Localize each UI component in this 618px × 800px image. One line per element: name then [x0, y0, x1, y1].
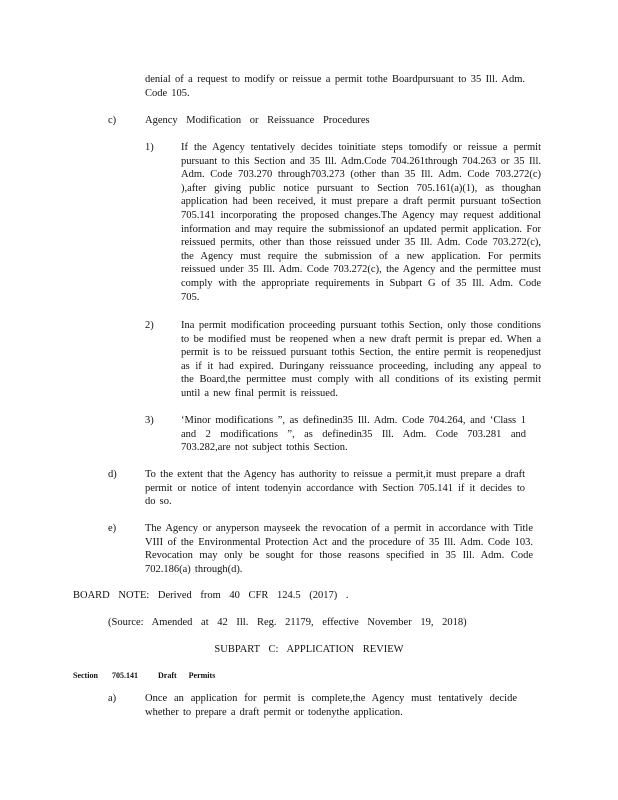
item-a-label: a) [108, 693, 117, 704]
item-c1-label: 1) [145, 142, 154, 153]
item-c-label: c) [108, 115, 117, 126]
item-c1-text: If the Agency tentatively decides toinitiate steps tomodify or reissue a permit pursuant to this Section and 35 Ill. Adm.Code 704.261through 704.263 or 35 Ill. Adm. Code 703.270 through703.273 (other than 35 Ill. Adm. Code 703.272(c) ),after giving public notice pursuant to Section 705.161(a)(1), as thoughan application had been received, it must prepare a draft permit pursuant toSection 705.141 incorporating the proposed changes.The Agency may request additional information and may require the submissionof an updated permit application. For reissued permits, other than those reissued under 35 Ill. Adm. Code 703.272(c), the Agency must require the submission of a new application. For permits reissued under 35 Ill. Adm. Code 703.272(c), the Agency and the permittee must comply with the appropriate requirements in Subpart G of 35 Ill. Adm. Code 705. [181, 142, 541, 303]
board-note: BOARD NOTE: Derived from 40 CFR 124.5 (2017) . [73, 590, 349, 601]
item-d-text: To the extent that the Agency has authority to reissue a permit,it must prepare a draft permit or notice of intent todenyin accordance with Section 705.141 if it decides to do so. [145, 469, 525, 508]
item-a-text: Once an application for permit is complete,the Agency must tentatively decide whether to prepare a draft permit or todenythe application. [145, 693, 517, 718]
intro-paragraph: denial of a request to modify or reissue a permit tothe Boardpursuant to 35 Ill. Adm. Code 105. [145, 74, 525, 99]
item-c3-text: ‘Minor modifications ”, as definedin35 Ill. Adm. Code 704.264, and ‘Class 1 and 2 modifications ”, as definedin35 Ill. Adm. Code 703.281 and 703.282,are not subject tothis Section. [181, 415, 526, 454]
item-c-heading: Agency Modification or Reissuance Procedures [145, 115, 370, 126]
item-d-label: d) [108, 469, 117, 480]
subpart-heading: SUBPART C: APPLICATION REVIEW [214, 644, 404, 655]
item-c3-label: 3) [145, 415, 154, 426]
item-c2-text: Ina permit modification proceeding pursuant tothis Section, only those conditions to be modified must be reopened when a new draft permit is prepar ed. When a permit is to be reissued pursuant tothis Section, the entire permit is reopenedjust as if it had expired. Duringany reissuance proceeding, including any appeal to the Board,the permittee must comply with all conditions of its existing permit until a new final permit is reissued. [181, 320, 541, 399]
source-note: (Source: Amended at 42 Ill. Reg. 21179, effective November 19, 2018) [108, 617, 467, 628]
section-label: Section [73, 671, 98, 680]
item-e-text: The Agency or anyperson mayseek the revocation of a permit in accordance with Title VIII of the Environmental Protection Act and the procedure of 35 Ill. Adm. Code 103. Revocation may only be sought for those reasons specified in 35 Ill. Adm. Code 702.186(a) through(d). [145, 523, 533, 575]
item-c2-label: 2) [145, 320, 154, 331]
section-number: 705.141 [112, 671, 138, 680]
section-title: Draft Permits [158, 671, 216, 680]
item-e-label: e) [108, 523, 117, 534]
